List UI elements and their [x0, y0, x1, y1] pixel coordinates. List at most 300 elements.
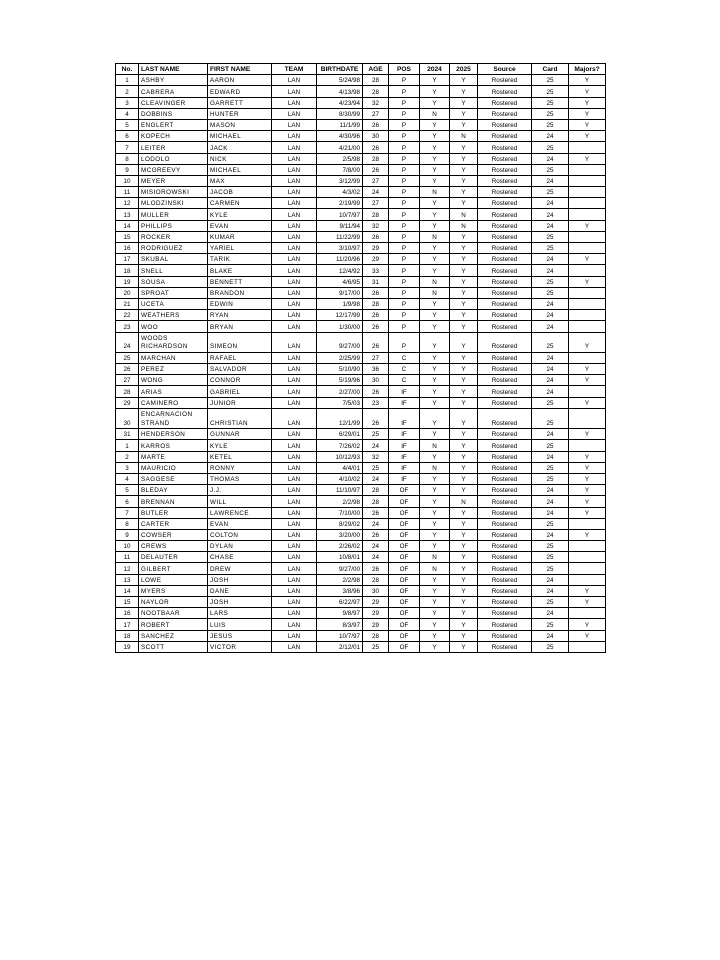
- cell-no: 22: [116, 310, 139, 321]
- cell-birthdate: 5/19/96: [317, 375, 363, 386]
- cell-source: Rostered: [478, 119, 532, 130]
- cell-first-name: JOSH: [208, 597, 272, 608]
- cell-no: 16: [116, 243, 139, 254]
- cell-majors: [569, 209, 606, 220]
- cell-last-name: MAURICIO: [139, 462, 208, 473]
- cell-card: 24: [532, 608, 569, 619]
- cell-majors: Y: [569, 108, 606, 119]
- cell-team: LAN: [272, 97, 317, 108]
- cell-age: 25: [363, 462, 389, 473]
- cell-source: Rostered: [478, 108, 532, 119]
- table-row: [116, 386, 606, 397]
- cell-birthdate: 12/17/99: [317, 310, 363, 321]
- cell-source: Rostered: [478, 397, 532, 408]
- cell-2024: N: [420, 440, 450, 451]
- cell-team: LAN: [272, 352, 317, 363]
- cell-pos: IF: [389, 429, 420, 440]
- cell-age: 36: [363, 364, 389, 375]
- cell-source: Rostered: [478, 364, 532, 375]
- cell-2025: Y: [450, 332, 478, 352]
- cell-first-name: EDWIN: [208, 298, 272, 309]
- cell-2025: Y: [450, 462, 478, 473]
- cell-birthdate: 4/30/96: [317, 131, 363, 142]
- cell-team: LAN: [272, 298, 317, 309]
- cell-last-name: SANCHEZ: [139, 630, 208, 641]
- cell-card: 25: [532, 619, 569, 630]
- cell-pos: OF: [389, 518, 420, 529]
- cell-source: Rostered: [478, 473, 532, 484]
- cell-2024: Y: [420, 429, 450, 440]
- cell-no: 2: [116, 451, 139, 462]
- cell-age: 27: [363, 198, 389, 209]
- cell-pos: OF: [389, 630, 420, 641]
- cell-majors: Y: [569, 585, 606, 596]
- cell-2024: N: [420, 187, 450, 198]
- cell-majors: [569, 164, 606, 175]
- cell-2024: Y: [420, 597, 450, 608]
- cell-majors: Y: [569, 496, 606, 507]
- cell-age: 24: [363, 518, 389, 529]
- cell-last-name: ROCKER: [139, 231, 208, 242]
- cell-age: 28: [363, 153, 389, 164]
- cell-pos: C: [389, 375, 420, 386]
- cell-last-name: MULLER: [139, 209, 208, 220]
- cell-no: 5: [116, 119, 139, 130]
- table-row: [116, 597, 606, 608]
- cell-last-name: UCETA: [139, 298, 208, 309]
- cell-source: Rostered: [478, 276, 532, 287]
- cell-team: LAN: [272, 175, 317, 186]
- cell-team: LAN: [272, 485, 317, 496]
- cell-age: 28: [363, 630, 389, 641]
- cell-first-name: BLAKE: [208, 265, 272, 276]
- cell-team: LAN: [272, 198, 317, 209]
- cell-first-name: BRANDON: [208, 287, 272, 298]
- cell-birthdate: 3/10/97: [317, 243, 363, 254]
- cell-team: LAN: [272, 108, 317, 119]
- cell-birthdate: 4/23/94: [317, 97, 363, 108]
- cell-pos: P: [389, 164, 420, 175]
- table-row: [116, 529, 606, 540]
- cell-age: 29: [363, 597, 389, 608]
- cell-no: 8: [116, 153, 139, 164]
- cell-2025: Y: [450, 86, 478, 97]
- table-row: [116, 332, 606, 352]
- table-row: [116, 119, 606, 130]
- table-row: [116, 375, 606, 386]
- cell-majors: Y: [569, 364, 606, 375]
- cell-no: 11: [116, 552, 139, 563]
- cell-birthdate: 2/5/98: [317, 153, 363, 164]
- cell-first-name: WILL: [208, 496, 272, 507]
- cell-team: LAN: [272, 597, 317, 608]
- table-row: [116, 619, 606, 630]
- cell-majors: [569, 352, 606, 363]
- header-team: TEAM: [272, 64, 317, 75]
- header-majors: Majors?: [569, 64, 606, 75]
- cell-majors: Y: [569, 153, 606, 164]
- cell-source: Rostered: [478, 375, 532, 386]
- cell-card: 24: [532, 153, 569, 164]
- table-row: [116, 131, 606, 142]
- cell-last-name: BUTLER: [139, 507, 208, 518]
- cell-pos: P: [389, 209, 420, 220]
- cell-age: 23: [363, 397, 389, 408]
- cell-2024: N: [420, 462, 450, 473]
- cell-age: 29: [363, 243, 389, 254]
- cell-source: Rostered: [478, 187, 532, 198]
- cell-card: 24: [532, 529, 569, 540]
- cell-source: Rostered: [478, 507, 532, 518]
- cell-first-name: MICHAEL: [208, 131, 272, 142]
- table-row: [116, 108, 606, 119]
- cell-age: 26: [363, 408, 389, 428]
- cell-2025: Y: [450, 164, 478, 175]
- cell-2025: Y: [450, 386, 478, 397]
- cell-majors: Y: [569, 131, 606, 142]
- cell-team: LAN: [272, 496, 317, 507]
- cell-team: LAN: [272, 187, 317, 198]
- cell-source: Rostered: [478, 641, 532, 652]
- cell-age: 30: [363, 131, 389, 142]
- cell-2024: Y: [420, 298, 450, 309]
- cell-age: 24: [363, 473, 389, 484]
- cell-majors: Y: [569, 529, 606, 540]
- cell-team: LAN: [272, 630, 317, 641]
- cell-birthdate: 3/20/00: [317, 529, 363, 540]
- cell-team: LAN: [272, 153, 317, 164]
- cell-age: 26: [363, 231, 389, 242]
- cell-birthdate: 2/27/00: [317, 386, 363, 397]
- cell-last-name: LOWE: [139, 574, 208, 585]
- cell-team: LAN: [272, 119, 317, 130]
- cell-age: 31: [363, 276, 389, 287]
- cell-team: LAN: [272, 164, 317, 175]
- cell-2025: Y: [450, 175, 478, 186]
- cell-source: Rostered: [478, 209, 532, 220]
- cell-majors: [569, 518, 606, 529]
- cell-card: 25: [532, 231, 569, 242]
- cell-age: 27: [363, 108, 389, 119]
- cell-2025: Y: [450, 153, 478, 164]
- cell-first-name: BENNETT: [208, 276, 272, 287]
- cell-2024: Y: [420, 209, 450, 220]
- cell-team: LAN: [272, 75, 317, 86]
- table-row: [116, 75, 606, 86]
- cell-pos: OF: [389, 597, 420, 608]
- cell-2024: Y: [420, 310, 450, 321]
- cell-no: 3: [116, 97, 139, 108]
- cell-first-name: JACK: [208, 142, 272, 153]
- cell-first-name: SALVADOR: [208, 364, 272, 375]
- cell-pos: P: [389, 310, 420, 321]
- table-row: [116, 429, 606, 440]
- cell-birthdate: 2/25/99: [317, 352, 363, 363]
- table-row: [116, 608, 606, 619]
- cell-birthdate: 4/3/02: [317, 187, 363, 198]
- cell-pos: P: [389, 187, 420, 198]
- cell-card: 24: [532, 175, 569, 186]
- cell-last-name: WONG: [139, 375, 208, 386]
- cell-card: 25: [532, 276, 569, 287]
- cell-2025: Y: [450, 518, 478, 529]
- cell-card: 24: [532, 220, 569, 231]
- cell-2025: Y: [450, 563, 478, 574]
- cell-source: Rostered: [478, 231, 532, 242]
- cell-2024: N: [420, 287, 450, 298]
- cell-source: Rostered: [478, 142, 532, 153]
- cell-no: 7: [116, 507, 139, 518]
- cell-2024: Y: [420, 75, 450, 86]
- cell-last-name: LEITER: [139, 142, 208, 153]
- cell-age: 26: [363, 507, 389, 518]
- cell-majors: Y: [569, 254, 606, 265]
- header-first-name: FIRST NAME: [208, 64, 272, 75]
- cell-majors: [569, 552, 606, 563]
- cell-pos: P: [389, 75, 420, 86]
- cell-first-name: GARRETT: [208, 97, 272, 108]
- cell-source: Rostered: [478, 585, 532, 596]
- cell-card: 25: [532, 397, 569, 408]
- cell-2025: Y: [450, 265, 478, 276]
- cell-majors: [569, 243, 606, 254]
- cell-2025: Y: [450, 287, 478, 298]
- cell-no: 13: [116, 209, 139, 220]
- cell-2024: Y: [420, 254, 450, 265]
- cell-birthdate: 9/17/00: [317, 287, 363, 298]
- cell-age: 28: [363, 485, 389, 496]
- cell-first-name: LAWRENCE: [208, 507, 272, 518]
- cell-pos: P: [389, 142, 420, 153]
- cell-birthdate: 1/9/98: [317, 298, 363, 309]
- cell-2025: Y: [450, 198, 478, 209]
- cell-2024: Y: [420, 608, 450, 619]
- cell-card: 25: [532, 541, 569, 552]
- table-row: [116, 153, 606, 164]
- cell-2025: Y: [450, 529, 478, 540]
- cell-first-name: KYLE: [208, 440, 272, 451]
- cell-majors: Y: [569, 276, 606, 287]
- cell-age: 32: [363, 220, 389, 231]
- cell-birthdate: 10/7/97: [317, 209, 363, 220]
- cell-card: 25: [532, 552, 569, 563]
- table-row: [116, 298, 606, 309]
- cell-first-name: CHASE: [208, 552, 272, 563]
- cell-birthdate: 3/12/99: [317, 175, 363, 186]
- cell-pos: OF: [389, 552, 420, 563]
- cell-last-name: CLEAVINGER: [139, 97, 208, 108]
- cell-no: 14: [116, 585, 139, 596]
- table-row: [116, 563, 606, 574]
- cell-2025: Y: [450, 75, 478, 86]
- cell-first-name: COLTON: [208, 529, 272, 540]
- cell-team: LAN: [272, 462, 317, 473]
- cell-no: 3: [116, 462, 139, 473]
- cell-last-name: BRENNAN: [139, 496, 208, 507]
- cell-age: 33: [363, 265, 389, 276]
- roster-table: [115, 63, 606, 653]
- cell-2025: Y: [450, 541, 478, 552]
- cell-majors: Y: [569, 451, 606, 462]
- cell-source: Rostered: [478, 287, 532, 298]
- cell-majors: Y: [569, 97, 606, 108]
- cell-last-name: SCOTT: [139, 641, 208, 652]
- cell-2025: Y: [450, 608, 478, 619]
- cell-birthdate: 11/20/96: [317, 254, 363, 265]
- table-row: [116, 397, 606, 408]
- cell-card: 25: [532, 473, 569, 484]
- cell-2025: Y: [450, 119, 478, 130]
- cell-no: 26: [116, 364, 139, 375]
- cell-no: 9: [116, 164, 139, 175]
- cell-birthdate: 9/11/94: [317, 220, 363, 231]
- cell-birthdate: 11/10/97: [317, 485, 363, 496]
- cell-majors: [569, 287, 606, 298]
- cell-last-name: HENDERSON: [139, 429, 208, 440]
- cell-majors: [569, 574, 606, 585]
- cell-card: 25: [532, 108, 569, 119]
- header-last-name: LAST NAME: [139, 64, 208, 75]
- cell-no: 31: [116, 429, 139, 440]
- cell-no: 28: [116, 386, 139, 397]
- header-pos: POS: [389, 64, 420, 75]
- cell-birthdate: 9/27/00: [317, 332, 363, 352]
- cell-first-name: DREW: [208, 563, 272, 574]
- cell-age: 24: [363, 187, 389, 198]
- cell-pos: OF: [389, 485, 420, 496]
- cell-2024: Y: [420, 198, 450, 209]
- cell-2024: Y: [420, 220, 450, 231]
- cell-pos: P: [389, 175, 420, 186]
- cell-no: 21: [116, 298, 139, 309]
- cell-birthdate: 6/22/97: [317, 597, 363, 608]
- cell-card: 25: [532, 243, 569, 254]
- cell-team: LAN: [272, 541, 317, 552]
- cell-team: LAN: [272, 86, 317, 97]
- table-row: [116, 507, 606, 518]
- cell-card: 24: [532, 507, 569, 518]
- cell-first-name: YARIEL: [208, 243, 272, 254]
- cell-birthdate: 4/21/00: [317, 142, 363, 153]
- cell-birthdate: 7/26/02: [317, 440, 363, 451]
- cell-source: Rostered: [478, 608, 532, 619]
- cell-no: 1: [116, 75, 139, 86]
- cell-majors: [569, 386, 606, 397]
- cell-pos: IF: [389, 397, 420, 408]
- cell-card: 25: [532, 86, 569, 97]
- cell-pos: IF: [389, 440, 420, 451]
- cell-first-name: KYLE: [208, 209, 272, 220]
- cell-first-name: EVAN: [208, 518, 272, 529]
- cell-2024: Y: [420, 507, 450, 518]
- cell-card: 24: [532, 298, 569, 309]
- cell-first-name: CHRISTIAN: [208, 408, 272, 428]
- cell-last-name: DOBBINS: [139, 108, 208, 119]
- cell-first-name: RYAN: [208, 310, 272, 321]
- cell-last-name: PEREZ: [139, 364, 208, 375]
- cell-card: 24: [532, 585, 569, 596]
- cell-card: 25: [532, 440, 569, 451]
- cell-birthdate: 12/1/99: [317, 408, 363, 428]
- cell-age: 26: [363, 529, 389, 540]
- table-row: [116, 408, 606, 428]
- cell-age: 25: [363, 641, 389, 652]
- cell-team: LAN: [272, 375, 317, 386]
- cell-2025: Y: [450, 641, 478, 652]
- cell-first-name: AARON: [208, 75, 272, 86]
- cell-source: Rostered: [478, 440, 532, 451]
- cell-card: 25: [532, 75, 569, 86]
- cell-source: Rostered: [478, 429, 532, 440]
- cell-team: LAN: [272, 364, 317, 375]
- table-row: [116, 496, 606, 507]
- cell-2025: Y: [450, 585, 478, 596]
- cell-first-name: JUNIOR: [208, 397, 272, 408]
- cell-last-name: MARCHAN: [139, 352, 208, 363]
- cell-pos: OF: [389, 563, 420, 574]
- cell-card: 25: [532, 563, 569, 574]
- cell-pos: OF: [389, 496, 420, 507]
- cell-majors: [569, 198, 606, 209]
- cell-no: 16: [116, 608, 139, 619]
- table-row: [116, 552, 606, 563]
- cell-2025: Y: [450, 310, 478, 321]
- cell-source: Rostered: [478, 352, 532, 363]
- cell-age: 28: [363, 75, 389, 86]
- cell-no: 2: [116, 86, 139, 97]
- cell-age: 29: [363, 619, 389, 630]
- cell-no: 13: [116, 574, 139, 585]
- cell-pos: P: [389, 287, 420, 298]
- cell-source: Rostered: [478, 97, 532, 108]
- cell-last-name: LODOLO: [139, 153, 208, 164]
- cell-age: 24: [363, 440, 389, 451]
- cell-first-name: DYLAN: [208, 541, 272, 552]
- cell-no: 19: [116, 641, 139, 652]
- cell-card: 24: [532, 198, 569, 209]
- cell-pos: P: [389, 265, 420, 276]
- table-row: [116, 175, 606, 186]
- table-row: [116, 473, 606, 484]
- cell-majors: [569, 641, 606, 652]
- cell-no: 7: [116, 142, 139, 153]
- cell-pos: OF: [389, 574, 420, 585]
- cell-pos: P: [389, 198, 420, 209]
- cell-team: LAN: [272, 440, 317, 451]
- cell-age: 30: [363, 585, 389, 596]
- cell-last-name: WOO: [139, 321, 208, 332]
- table-row: [116, 142, 606, 153]
- cell-last-name: NAYLOR: [139, 597, 208, 608]
- cell-2024: Y: [420, 451, 450, 462]
- cell-2025: Y: [450, 321, 478, 332]
- cell-majors: [569, 187, 606, 198]
- cell-team: LAN: [272, 231, 317, 242]
- cell-card: 25: [532, 287, 569, 298]
- cell-last-name: SPROAT: [139, 287, 208, 298]
- cell-source: Rostered: [478, 597, 532, 608]
- cell-birthdate: 2/26/02: [317, 541, 363, 552]
- table-row: [116, 97, 606, 108]
- cell-team: LAN: [272, 220, 317, 231]
- cell-card: 24: [532, 352, 569, 363]
- cell-source: Rostered: [478, 563, 532, 574]
- cell-pos: P: [389, 108, 420, 119]
- cell-no: 27: [116, 375, 139, 386]
- cell-source: Rostered: [478, 408, 532, 428]
- cell-birthdate: 9/8/97: [317, 608, 363, 619]
- cell-age: 24: [363, 541, 389, 552]
